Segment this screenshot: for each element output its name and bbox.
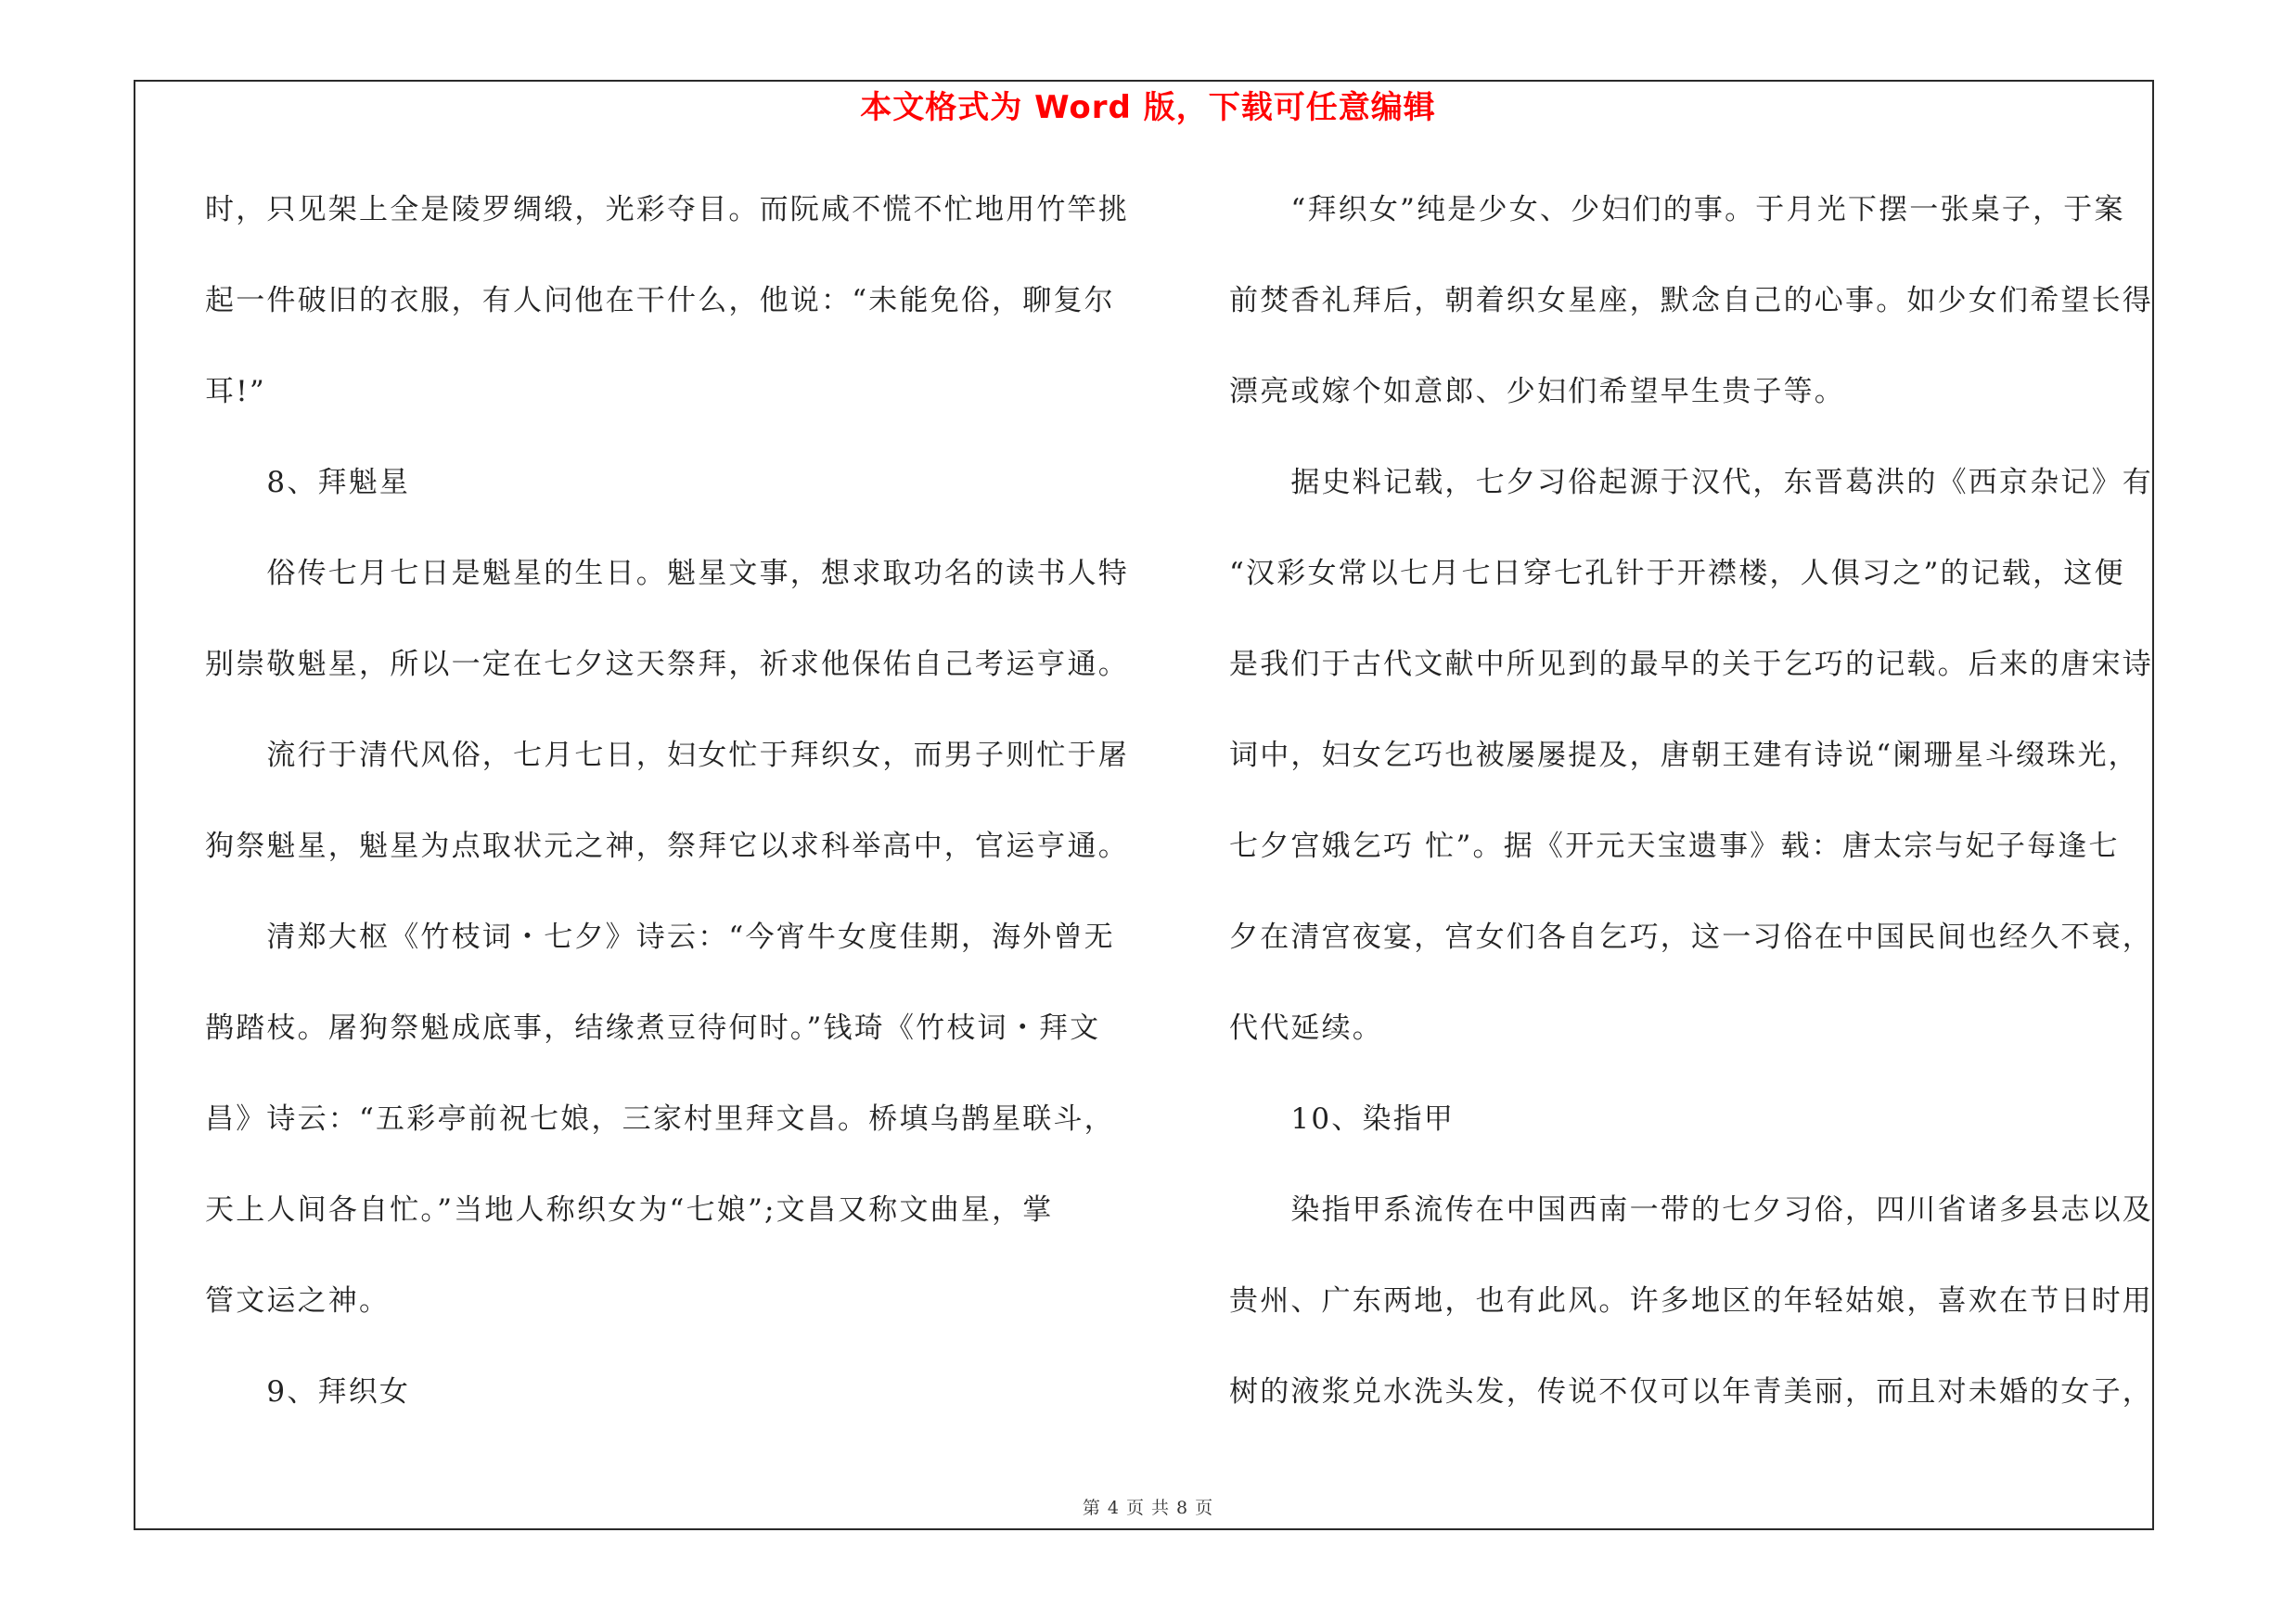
text-line: 是我们于古代文献中所见到的最早的关于乞巧的记载。后来的唐宋诗 — [1229, 648, 2153, 681]
text-line: 漂亮或嫁个如意郎、少妇们希望早生贵子等。 — [1229, 375, 1845, 408]
text-line: 起一件破旧的衣服，有人问他在干什么，他说：“未能免俗，聊复尔 — [205, 284, 1115, 317]
section-heading: 9、拜织女 — [205, 1375, 411, 1409]
text-line: 夕在清宫夜宴，宫女们各自乞巧，这一习俗在中国民间也经久不衰， — [1229, 921, 2153, 954]
text-line: 天上人间各自忙。”当地人称织女为“七娘”;文昌又称文曲星，掌 — [205, 1193, 1054, 1227]
text-line: 贵州、广东两地，也有此风。许多地区的年轻姑娘，喜欢在节日时用 — [1229, 1284, 2153, 1318]
right-column — [1229, 182, 2157, 1455]
section-heading: 8、拜魁星 — [205, 466, 411, 499]
text-line: “汉彩女常以七月七日穿七孔针于开襟楼，人俱习之”的记载，这便 — [1229, 557, 2125, 590]
text-line: 词中，妇女乞巧也被屡屡提及，唐朝王建有诗说“阑珊星斗缀珠光， — [1229, 739, 2139, 772]
text-line: 前焚香礼拜后，朝着织女星座，默念自己的心事。如少女们希望长得 — [1229, 284, 2153, 317]
text-line: 染指甲系流传在中国西南一带的七夕习俗，四川省诸多县志以及 — [1229, 1193, 2153, 1227]
text-line: “拜织女”纯是少女、少妇们的事。于月光下摆一张桌子，于案 — [1229, 193, 2125, 226]
text-line: 俗传七月七日是魁星的生日。魁星文事，想求取功名的读书人特 — [205, 557, 1129, 590]
page-number-footer: 第 4 页 共 8 页 — [1082, 1498, 1214, 1518]
left-column — [205, 182, 1135, 1455]
text-line: 七夕宫娥乞巧 忙”。据《开元天宝遗事》载：唐太宗与妃子每逢七 — [1229, 830, 2120, 863]
section-heading: 10、染指甲 — [1229, 1102, 1456, 1136]
text-line: 耳!” — [205, 375, 266, 408]
text-line: 管文运之神。 — [205, 1284, 391, 1318]
text-line: 狗祭魁星，魁星为点取状元之神，祭拜它以求科举高中，官运亨通。 — [205, 830, 1129, 863]
text-line: 清郑大枢《竹枝词・七夕》诗云：“今宵牛女度佳期，海外曾无 — [205, 921, 1115, 954]
text-line: 据史料记载，七夕习俗起源于汉代，东晋葛洪的《西京杂记》有 — [1229, 466, 2153, 499]
text-line: 树的液浆兑水洗头发，传说不仅可以年青美丽，而且对未婚的女子， — [1229, 1375, 2153, 1409]
document-banner: 本文格式为 Word 版，下载可任意编辑 — [860, 89, 1436, 126]
text-line: 流行于清代风俗，七月七日，妇女忙于拜织女，而男子则忙于屠 — [205, 739, 1129, 772]
text-line: 别崇敬魁星，所以一定在七夕这天祭拜，祈求他保佑自己考运亨通。 — [205, 648, 1129, 681]
text-line: 鹊踏枝。屠狗祭魁成底事，结缘煮豆待何时。”钱琦《竹枝词・拜文 — [205, 1011, 1101, 1045]
text-line: 时，只见架上全是陵罗绸缎，光彩夺目。而阮咸不慌不忙地用竹竿挑 — [205, 193, 1129, 226]
text-line: 代代延续。 — [1229, 1011, 1383, 1045]
text-line: 昌》诗云：“五彩亭前祝七娘，三家村里拜文昌。桥填乌鹊星联斗， — [205, 1102, 1115, 1136]
